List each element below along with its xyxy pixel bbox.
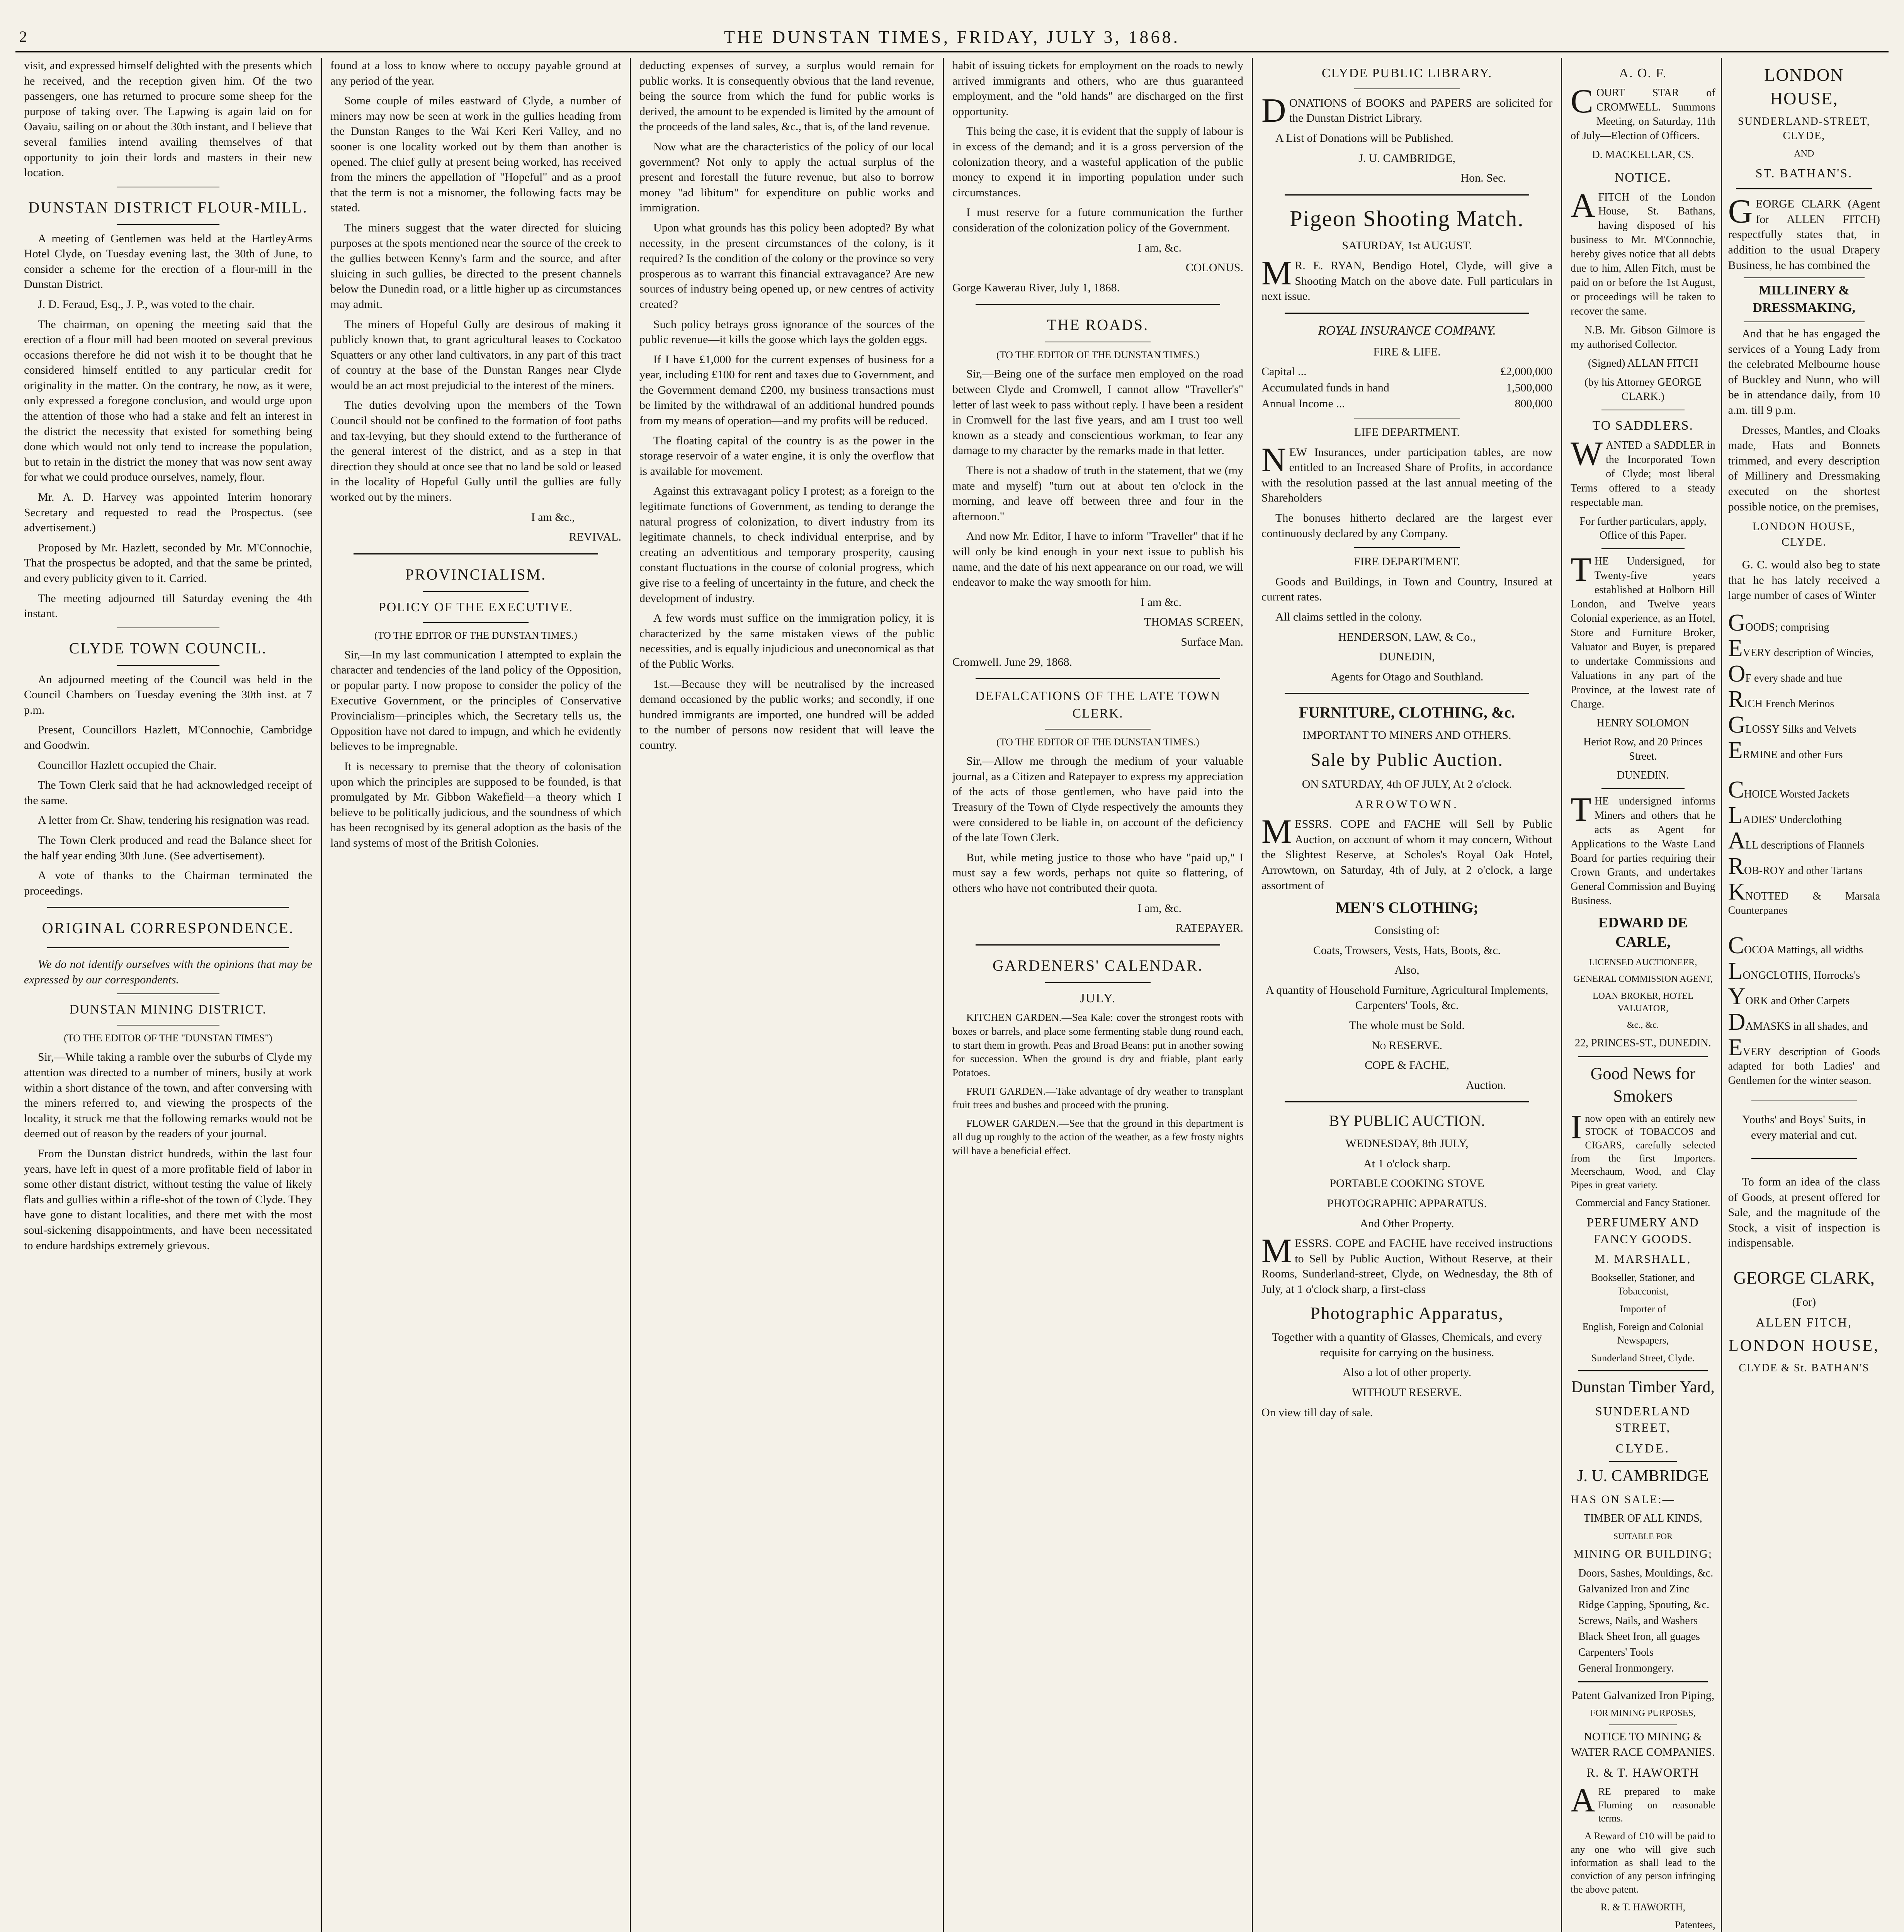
column-3 (630, 58, 943, 1932)
divider (1609, 1461, 1677, 1462)
ad-text: DONATIONS of BOOKS and PAPERS are solicited for the Dunstan District Library. (1261, 92, 1552, 129)
goods-text: OB-ROY and other Tartans (1744, 865, 1863, 877)
timber-item: Carpenters' Tools (1578, 1646, 1654, 1658)
ad-text: Inow open with an entirely new STOCK of TOBACCOS and CIGARS, carefully selected from the first Importers. Meerschaum, Wood, and Clay Pipes in great variety. (1571, 1109, 1715, 1190)
paragraph: Sir,—In my last communication I attempted to explain the character and tendencies of the land policy of the Opposition, or popular party. I now propose to consider the policy of the Executive Government, or the principles of Conservative Provincialism—principles which, the Secretary tells us, the Opposition have not dared to impugn, and which he evidently believes to be impregnable. (330, 648, 621, 753)
ad-insurance-title: ROYAL INSURANCE COMPANY. (1318, 323, 1496, 338)
divider (1578, 1056, 1708, 1057)
ad-text: &c., &c. (1627, 1020, 1659, 1031)
ad-text: WITHOUT RESERVE. (1352, 1386, 1462, 1399)
divider (117, 1025, 219, 1026)
column-5 (1252, 58, 1561, 1932)
divider (976, 944, 1220, 946)
goods-list (1728, 611, 1880, 762)
ad-text: MESSRS. COPE and FACHE have received instructions to Sell by Public Auction, Without Reserve, at their Rooms, Sunderland-street, Clyde, on Wednesday, the 8th of July, at 1 o'clock sharp, a first-class (1261, 1232, 1552, 1296)
divider (1744, 321, 1865, 322)
ad-text: ST. BATHAN'S. (1755, 166, 1853, 180)
divider (423, 622, 529, 623)
ad-mens-clothing: MEN'S CLOTHING; (1335, 899, 1479, 917)
timber-items-list (1571, 1566, 1715, 1676)
calendar-month: JULY. (1080, 991, 1116, 1005)
ad-text: And that he has engaged the services of a Young Lady from the celebrated Melbourne house of Buckley and Nunn, who will be in attendance daily, from 10 a.m. till 9 p.m. (1728, 327, 1880, 417)
ad-subtitle: IMPORTANT TO MINERS AND OTHERS. (1302, 729, 1511, 742)
ad-signature-role: Hon. Sec. (1460, 172, 1506, 185)
ad-text: SUITABLE FOR (1613, 1531, 1673, 1541)
ad-photo-title: Photographic Apparatus, (1310, 1303, 1504, 1323)
divider (1285, 693, 1529, 694)
ad-signature: J. U. CAMBRIDGE, (1358, 151, 1455, 165)
ad-text: For further particulars, apply, Office of this Paper. (1579, 515, 1707, 542)
paragraph: A letter from Cr. Shaw, tendering his resignation was read. (38, 814, 309, 827)
divider (1285, 313, 1529, 314)
ad-text: To form an idea of the class of Goods, at present offered for Sale, and the magnitude of the Stock, a visit of inspection is indispensable. (1728, 1175, 1880, 1250)
paragraph: Some couple of miles eastward of Clyde, a number of miners may now be seen at work in the gullies heading from the Dunstan Ranges to the Wai Keri Keri Valley, and no sooner is one locality worked out by them than another is opened. The chief gully at present being worked, has received from the miners the appellation of "Hopeful" and as a proof that the term is not a misnomer, the following facts may be stated. (330, 94, 621, 214)
ad-text: CLYDE. (1615, 1441, 1671, 1456)
insurance-label: Accumulated funds in hand (1261, 381, 1389, 394)
ad-date: SATURDAY, 1st AUGUST. (1342, 239, 1472, 252)
paragraph: 1st.—Because they will be neutralised by the increased demand occasioned by the public works; and secondly, if one hundred immigrants are imported, one hundred will be added to the number of persons now resident that will leave the country. (639, 677, 934, 752)
goods-item (1728, 778, 1880, 802)
letter-address: (TO THE EDITOR OF THE DUNSTAN TIMES.) (996, 736, 1199, 748)
ad-time: At 1 o'clock sharp. (1363, 1157, 1451, 1170)
ad-text: MESSRS. COPE and FACHE will Sell by Public Auction, on account of whom it may concern, Without the Slightest Reserve, at Scholes's Royal Oak Hotel, Arrowtown, on Saturday, 4th of July, at 2 o'clock, a large assortment of (1261, 813, 1552, 892)
paragraph: The chairman, on opening the meeting said that the erection of a flour mill had been mooted on several previous occasions therefore he did not wish it to be thought that he considered himself entitled to any particular credit for originality in the matter. On the contrary, he now, as it were, only expressed a foregone conclusion, and would urge upon the attention of those who had a stake and felt an interest in the district the necessity that existed for something being done which would not only tend to increase the population, but to retain in the district the money that was now sent away for what we could produce ourselves, namely, flour. (24, 318, 312, 484)
goods-text: AMASKS in all shades, and (1745, 1020, 1868, 1033)
paragraph: deducting expenses of survey, a surplus would remain for public works. It is consequently obvious that the land revenue, being the source from which the fund for public works is derived, the amount to be expended is limited by the amount of the proceeds of the land sales, &c., that is, of the land revenue. (639, 59, 934, 133)
timber-item: General Ironmongery. (1578, 1662, 1674, 1674)
ad-text: Also a lot of other property. (1343, 1366, 1471, 1379)
ad-signature: GEORGE CLARK, (1733, 1268, 1875, 1288)
ad-agent-city: DUNEDIN, (1379, 650, 1435, 663)
paragraph: A few words must suffice on the immigration policy, it is characterized by the same mistaken views of the public necessities, and is equally injudicious and uneconomical as that of the Public Works. (639, 612, 934, 670)
paragraph: It is necessary to premise that the theory of colonisation upon which the principles are supposed to be founded, is that promulgated by Mr. Gibbon Wakefield—a theory which I believe to be politically judicious, and the soundness of which has been recognised by its general adoption as the basis of the land systems of most of the British Colonies. (330, 760, 621, 849)
goods-item (1728, 934, 1880, 957)
divider (47, 907, 289, 908)
headline-original-correspondence: ORIGINAL CORRESPONDENCE. (42, 919, 294, 937)
paragraph: habit of issuing tickets for employment on the roads to newly arrived immigrants and others, who are thus guaranteed employment, and the "old hands" are discharged on the first opportunity. (952, 59, 1243, 118)
ad-text: Dresses, Mantles, and Cloaks made, Hats and Bonnets trimmed, and every description of Millinery and Dressmaking executed on the shortest possible notice, on the premises, (1728, 423, 1880, 513)
ad-carle-name: EDWARD DE CARLE, (1598, 915, 1688, 951)
ad-text: PERFUMERY AND FANCY GOODS. (1586, 1215, 1699, 1246)
paragraph: Against this extravagant policy I protest; as a foreign to the legitimate functions of Government, as tending to derange the natural progress of colonization, to divert industry from its legitimate channels, to check individual enterprise, and by creating an adventitious and temporary prosperity, causing constant fluctuations in the course of colonial progress, which give rise to a feeling of uncertainty in the future, and check the development of industry. (639, 485, 934, 605)
goods-text: ADIES' Underclothing (1742, 814, 1842, 826)
goods-initial: Y (1728, 983, 1746, 1010)
goods-initial: K (1728, 879, 1746, 905)
ad-text: A Reward of £10 will be paid to any one who will give such information as shall lead to the conviction of any person infringing the above patent. (1571, 1830, 1715, 1895)
insurance-row (1261, 396, 1552, 412)
ad-text: All claims settled in the colony. (1275, 610, 1422, 623)
ad-text: Auction. (1465, 1078, 1506, 1092)
ad-text: Youths' and Boys' Suits, in every material and cut. (1742, 1113, 1866, 1141)
goods-text: HOICE Worsted Jackets (1744, 788, 1850, 801)
ad-text: No RESERVE. (1372, 1039, 1442, 1052)
ad-text: Together with a quantity of Glasses, Chemicals, and every requisite for carrying on the business. (1272, 1331, 1542, 1359)
headline-roads: THE ROADS. (1047, 316, 1149, 334)
goods-initial: L (1728, 958, 1743, 985)
ad-date: ON SATURDAY, 4th OF JULY, At 2 o'clock. (1302, 778, 1512, 791)
ad-text: THE undersigned informs Miners and others that he acts as Agent for Applications to the Waste Land Board for parties requiring their Crown Grants, and undertakes General Commission and Buying Business. (1571, 791, 1715, 907)
ad-text: A List of Donations will be Published. (1275, 132, 1454, 145)
ad-text: COPE & FACHE, (1365, 1059, 1449, 1072)
goods-text: RMINE and other Furs (1742, 749, 1843, 761)
ad-text: GENERAL COMMISSION AGENT, (1573, 974, 1713, 985)
ad-text: PORTABLE COOKING STOVE (1329, 1177, 1484, 1190)
ad-text: SUNDERLAND STREET, (1595, 1404, 1691, 1434)
headline-gardeners-calendar: GARDENERS' CALENDAR. (993, 956, 1203, 974)
divider (1578, 1681, 1708, 1682)
headline-policy: POLICY OF THE EXECUTIVE. (378, 600, 573, 614)
insurance-label: Capital ... (1261, 365, 1307, 378)
article-continuation: visit, and expressed himself delighted with the presents which he received, and the reception given him. Of the two passengers, one has returned to procure some sheep for the purpose of taking over. The Lapwing is again laid on for Oavaiu, sailing on or about the 30th instant, and I believe that several families intend availing themselves of that opportunity to join their lords and masters in their new location. (24, 59, 312, 179)
ad-text: The bonuses hitherto declared are the largest ever continuously declared by any Company. (1261, 511, 1552, 540)
signature-role: Surface Man. (1181, 635, 1243, 648)
paragraph: A vote of thanks to the Chairman terminated the proceedings. (24, 869, 312, 897)
ad-text: HAS ON SALE:— (1571, 1493, 1675, 1506)
divider (1045, 982, 1151, 983)
goods-item (1728, 985, 1880, 1009)
ad-text: WANTED a SADDLER in the Incorporated Town of Clyde; most liberal Terms offered to a steady respectable man. (1571, 435, 1715, 509)
ad-address: 22, PRINCES-ST., DUNEDIN. (1575, 1037, 1711, 1049)
goods-text: LL descriptions of Flannels (1745, 839, 1865, 852)
goods-initial: E (1728, 737, 1743, 764)
ad-text: English, Foreign and Colonial Newspapers, (1582, 1321, 1704, 1346)
paragraph: Sir,—Allow me through the medium of your valuable journal, as a Citizen and Ratepayer to express my appreciation of the acts of those gentlemen, who have paid into the Treasury of the Town of Clyde respectively the amounts they were considered to be liable in, on account of the deficiency of the late Town Clerk. (952, 755, 1243, 844)
headline-flour-mill: DUNSTAN DISTRICT FLOUR-MILL. (28, 198, 308, 216)
paragraph: FRUIT GARDEN.—Take advantage of dry weather to transplant fruit trees and bushes and proceed with the pruning. (952, 1085, 1243, 1111)
newspaper-columns (15, 58, 1889, 1932)
goods-text: OODS; comprising (1745, 621, 1829, 634)
ad-smokers-title: Good News for Smokers (1590, 1064, 1695, 1106)
ad-text: The whole must be Sold. (1349, 1019, 1465, 1032)
paragraph: The miners of Hopeful Gully are desirous of making it publicly known that, to grant agricultural leases to Cockatoo Squatters or any other land cultivators, in any part of this tract of country at the base of the Dunstan Ranges near Clyde would be an act most prejudicial to the interest of the miners. (330, 318, 621, 392)
paragraph: The floating capital of the country is as the power in the storage reservoir of a water engine, it is only the overflow that is available for movement. (639, 434, 934, 478)
ad-text: And Other Property. (1360, 1217, 1454, 1230)
goods-item (1728, 854, 1880, 878)
divider (1285, 194, 1529, 196)
divider (976, 304, 1220, 305)
signature: RATEPAYER. (1175, 922, 1243, 935)
ad-saddlers-title: TO SADDLERS. (1592, 418, 1694, 433)
letter-place: Cromwell. June 29, 1868. (952, 655, 1072, 668)
insurance-value: 1,500,000 (1506, 381, 1552, 394)
divider (117, 224, 219, 225)
column-4 (943, 58, 1252, 1932)
ad-subtitle: LIFE DEPARTMENT. (1354, 426, 1460, 439)
divider (1601, 548, 1685, 549)
ad-address: Heriot Row, and 20 Princes Street. (1583, 736, 1703, 762)
ad-text: Sunderland Street, Clyde. (1591, 1352, 1695, 1364)
column-6b (1722, 58, 1880, 1932)
ad-aof-title: A. O. F. (1619, 66, 1667, 80)
ad-text: MINING OR BUILDING; (1573, 1548, 1713, 1561)
goods-list (1728, 778, 1880, 918)
ad-millinery-title: MILLINERY & DRESSMAKING, (1753, 283, 1856, 315)
ad-furniture-title: FURNITURE, CLOTHING, &c. (1299, 704, 1515, 721)
ad-text: LICENSED AUCTIONEER, (1589, 957, 1697, 968)
paragraph: Proposed by Mr. Hazlett, seconded by Mr. M'Connochie, That the prospectus be adopted, and that the same be printed, and every publicity given to it. Carried. (24, 541, 312, 585)
goods-initial: D (1728, 1009, 1746, 1036)
ad-library-title: CLYDE PUBLIC LIBRARY. (1321, 66, 1493, 80)
divider (1354, 88, 1460, 89)
goods-item (1728, 803, 1880, 827)
goods-item (1728, 611, 1880, 635)
ad-text: Bookseller, Stationer, and Tobacconist, (1591, 1272, 1695, 1297)
goods-text: ORK and Other Carpets (1745, 995, 1850, 1007)
insurance-value: £2,000,000 (1500, 365, 1552, 378)
paragraph: The Town Clerk said that he had acknowledged receipt of the same. (24, 779, 312, 807)
ad-text: On view till day of sale. (1261, 1406, 1373, 1419)
divider (1736, 188, 1872, 189)
paragraph: And now Mr. Editor, I have to inform "Traveller" that if he will only be kind enough in your next issue to publish his name, and the date of his next appearance on our road, we will endeavor to make the way smooth for him. (952, 530, 1243, 589)
paragraph: The meeting adjourned till Saturday evening the 4th instant. (24, 592, 312, 620)
ad-text: N.B. Mr. Gibson Gilmore is my authorised Collector. (1571, 324, 1715, 351)
signature: COLONUS. (1185, 261, 1243, 274)
ad-signature: R. & T. HAWORTH, (1600, 1901, 1685, 1913)
ad-signature: (by his Attorney GEORGE CLARK.) (1584, 376, 1702, 403)
paragraph: Sir,—Being one of the surface men employed on the road between Clyde and Cromwell, I cannot allow "Traveller's" letter of last week to pass without reply. I have been a resident in Cromwell for the last five years, and am I trust too well known as a steady and conscientious workman, to fear any damage to my character by the remarks made in that letter. (952, 367, 1243, 457)
ad-agent-role: Agents for Otago and Southland. (1330, 670, 1484, 683)
ad-text: LONDON HOUSE, (1729, 1337, 1880, 1355)
signoff: I am &c., (531, 510, 575, 524)
insurance-row (1261, 380, 1552, 396)
ad-london-house-title: LONDON HOUSE, (1764, 65, 1844, 108)
goods-item (1728, 959, 1880, 983)
goods-item (1728, 687, 1880, 711)
goods-initial: G (1728, 610, 1746, 636)
signoff: I am, &c. (1137, 901, 1182, 915)
divider (1285, 1101, 1529, 1102)
ad-by-public-auction: BY PUBLIC AUCTION. (1329, 1112, 1485, 1130)
timber-item: Doors, Sashes, Mouldings, &c. (1578, 1567, 1714, 1579)
ad-text: THE Undersigned, for Twenty-five years established at Holborn Hill London, and Twelve years Colonial experience, as an Hotel, Store and Furniture Broker, Valuator and Buyer, is prepared to undertake Commissions and Valuations in any part of the Province, at the lowest rate of Charge. (1571, 551, 1715, 710)
goods-initial: G (1728, 712, 1746, 738)
ad-haworth-title: R. & T. HAWORTH (1586, 1765, 1700, 1780)
insurance-value: 800,000 (1515, 397, 1552, 410)
timber-item: Screws, Nails, and Washers (1578, 1614, 1698, 1627)
goods-item (1728, 880, 1880, 918)
ad-text: ARE prepared to make Fluming on reasonable terms. (1571, 1782, 1715, 1824)
paragraph: Sir,—While taking a ramble over the suburbs of Clyde my attention was directed to a number of miners, busily at work within a short distance of the town, and after conversing with the miners referred to, and viewing the prospects of the locality, it struck me that the following remarks would not be deemed out of reason by the readers of your journal. (24, 1051, 312, 1140)
letter-address: (TO THE EDITOR OF THE "DUNSTAN TIMES") (64, 1032, 272, 1044)
page-number: 2 (19, 28, 27, 45)
ad-text: FOR MINING PURPOSES, (1590, 1708, 1696, 1719)
ad-text: Consisting of: (1374, 924, 1440, 937)
divider (1354, 547, 1460, 548)
ad-subtitle: FIRE DEPARTMENT. (1354, 555, 1460, 568)
ad-text: AFITCH of the London House, St. Bathans, having disposed of his business to Mr. M'Connochie, hereby gives notice that all debts due to him, Allen Fitch, must be paid on or before the 1st August, or proceedings will be taken to recover the same. (1571, 187, 1715, 318)
ad-text: AND (1794, 149, 1814, 159)
paragraph: The Town Clerk produced and read the Balance sheet for the half year ending 30th June. (See advertisement). (24, 833, 312, 862)
ad-text: SUNDERLAND-STREET, CLYDE, (1737, 116, 1870, 142)
paragraph: If I have £1,000 for the current expenses of business for a year, including £100 for rent and taxes due to Government, and the Government demand £200, my business transactions must be limited by the withdrawal of an additional hundred pounds from my means of operation—and my profits will be reduced. (639, 353, 934, 427)
goods-text: VERY description of Wincies, (1742, 647, 1874, 659)
timber-item: Ridge Capping, Spouting, &c. (1578, 1599, 1710, 1611)
ad-text: A quantity of Household Furniture, Agricultural Implements, Carpenters' Tools, &c. (1265, 983, 1549, 1012)
ad-text: PHOTOGRAPHIC APPARATUS. (1327, 1197, 1487, 1210)
paragraph: found at a loss to know where to occupy payable ground at any period of the year. (330, 59, 621, 87)
ad-signature: (Signed) ALLAN FITCH (1588, 357, 1698, 369)
goods-initial: R (1728, 853, 1744, 880)
ad-place: ARROWTOWN. (1355, 798, 1459, 811)
goods-text: LOSSY Silks and Velvets (1745, 723, 1856, 736)
ad-date: WEDNESDAY, 8th JULY, (1345, 1137, 1469, 1150)
goods-item (1728, 1010, 1880, 1034)
signature: REVIVAL. (569, 531, 621, 544)
goods-item (1728, 829, 1880, 853)
divider (1751, 1158, 1857, 1159)
column-6-wrapper (1561, 58, 1889, 1932)
goods-item (1728, 662, 1880, 686)
paragraph: KITCHEN GARDEN.—Sea Kale: cover the strongest roots with boxes or barrels, and place some fermenting stable dung round each, to start them in growth. Peas and Broad Beans: put in another sowing for succession. When the ground is dry and friable, plant early Potatoes. (952, 1012, 1243, 1078)
goods-initial: O (1728, 661, 1746, 687)
paragraph: FLOWER GARDEN.—See that the ground in this department is all dug up roughly to the action of the weather, as a few frosty nights will have a beneficial effect. (952, 1117, 1243, 1156)
column-1 (15, 58, 321, 1932)
goods-initial: R (1728, 686, 1744, 713)
paragraph: J. D. Feraud, Esq., J. P., was voted to the chair. (38, 298, 255, 311)
divider (1601, 788, 1685, 789)
paragraph: But, while meting justice to those who have "paid up," I must say a few words, perhaps not quite so flattering, of others who have not contributed their quota. (952, 851, 1243, 895)
paragraph: Upon what grounds has this policy been adopted? By what necessity, in the present circumstances of the colony, is it required? Is the condition of the colony or the province so very prosperous as to warrant this financial extravagance? Are new sources of industry being opened up, or new centres of activity created? (639, 221, 934, 311)
ad-text: LOAN BROKER, HOTEL VALUATOR, (1592, 991, 1693, 1014)
ad-pigeon-title: Pigeon Shooting Match. (1290, 206, 1524, 231)
insurance-row (1261, 364, 1552, 379)
goods-item (1728, 738, 1880, 762)
timber-item: Black Sheet Iron, all guages (1578, 1630, 1700, 1643)
paragraph: There is not a shadow of truth in the statement, that we (my mate and myself) "turn out at about ten o'clock in the morning, and leave off between three and four in the afternoon." (952, 464, 1243, 523)
goods-initial: L (1728, 802, 1743, 829)
divider (1578, 1370, 1708, 1371)
ad-text: COURT STAR of CROMWELL. Summons Meeting, on Saturday, 11th of July—Election of Officers. (1571, 82, 1715, 142)
insurance-label: Annual Income ... (1261, 397, 1345, 410)
insurance-figures (1261, 364, 1552, 412)
goods-item (1728, 636, 1880, 660)
headline-mining-district: DUNSTAN MINING DISTRICT. (69, 1002, 267, 1017)
ad-text: Also, (1394, 964, 1420, 977)
ad-auction-title: Sale by Public Auction. (1310, 749, 1504, 770)
ad-subtitle: FIRE & LIFE. (1373, 345, 1441, 358)
ad-text: Importer of (1620, 1303, 1666, 1315)
column-6a (1571, 58, 1722, 1932)
divider (1045, 729, 1151, 730)
headline-town-council: CLYDE TOWN COUNCIL. (69, 639, 267, 657)
paragraph: An adjourned meeting of the Council was held in the Council Chambers on Tuesday evening the 30th inst. at 7 p.m. (24, 673, 312, 716)
paragraph: Present, Councillors Hazlett, M'Connochie, Cambridge and Goodwin. (24, 723, 312, 752)
goods-initial: C (1728, 932, 1744, 959)
ad-race-title: NOTICE TO MINING & WATER RACE COMPANIES. (1571, 1730, 1715, 1759)
divider (47, 947, 289, 948)
ad-text: CLYDE & St. BATHAN'S (1739, 1362, 1870, 1374)
ad-text: (For) (1792, 1295, 1816, 1308)
divider (1744, 277, 1865, 278)
ad-text: ALLEN FITCH, (1756, 1315, 1852, 1330)
headline-defalcations: DEFALCATIONS OF THE LATE TOWN CLERK. (975, 689, 1221, 721)
goods-item (1728, 713, 1880, 737)
masthead-title: THE DUNSTAN TIMES, FRIDAY, JULY 3, 1868. (724, 27, 1180, 47)
paragraph: From the Dunstan district hundreds, within the last four years, have left in quest of a more profitable field of labor in some other distant district, without testing the value of likely flats and gullies within a rifle-shot of the town of Clyde. They have gone to distant localities, and there met with the most soul-sickening disappointments, and have been necessitated to endure hardships extremely grievous. (24, 1147, 312, 1252)
divider (354, 553, 598, 554)
ad-text: LONDON HOUSE, CLYDE. (1752, 520, 1856, 548)
ad-signature: HENRY SOLOMON (1596, 717, 1689, 729)
ad-timber-name: J. U. CAMBRIDGE (1577, 1467, 1709, 1485)
ad-text: Commercial and Fancy Stationer. (1576, 1197, 1710, 1208)
editor-note: We do not identify ourselves with the opinions that may be expressed by our correspondents. (24, 958, 312, 986)
signoff: I am, &c. (1137, 241, 1182, 254)
signature: THOMAS SCREEN, (1144, 616, 1243, 629)
divider (423, 591, 529, 592)
ad-notice-title: NOTICE. (1614, 170, 1671, 185)
ad-text: Coats, Trowsers, Vests, Hats, Boots, &c. (1313, 944, 1501, 957)
goods-item (1728, 1036, 1880, 1088)
goods-text: OCOA Mattings, all widths (1744, 944, 1863, 956)
ad-text: Goods and Buildings, in Town and Country, Insured at current rates. (1261, 575, 1552, 604)
divider (117, 665, 219, 666)
paragraph: Now what are the characteristics of the policy of our local government? Not only to apply the actual surplus of the present and forestall the future revenue, but also to borrow money "ad libitum" for expenditure on public works and immigration. (639, 140, 934, 214)
ad-timber-title: Dunstan Timber Yard, (1571, 1378, 1715, 1396)
goods-text: NOTTED & Marsala Counterpanes (1728, 890, 1880, 917)
paragraph: The duties devolving upon the members of the Town Council should not be confined to the formation of foot paths and tax-levying, but they should extend to the furtherance of the general interest of the district, and as a step in that direction they should at once see that no land be sold or leased in the locality of Hopeful Gully until the gullies are fully worked out by the miners. (330, 399, 621, 504)
headline-provincialism: PROVINCIALISM. (405, 565, 547, 583)
goods-initial: A (1728, 828, 1746, 854)
ad-text: TIMBER OF ALL KINDS, (1583, 1512, 1702, 1525)
letter-address: (TO THE EDITOR OF THE DUNSTAN TIMES.) (996, 349, 1199, 361)
ad-signature: M. MARSHALL, (1595, 1252, 1692, 1265)
paragraph: The miners suggest that the water directed for sluicing purposes at the spots mentioned near the source of the creek to the gullies between Kenny's farm and the source, and after sluicing in such gullies, be directed to the present channels below the Dunedin road, or a little higher up as circumstances may admit. (330, 221, 621, 311)
letter-address: (TO THE EDITOR OF THE DUNSTAN TIMES.) (374, 630, 577, 641)
goods-list (1728, 934, 1880, 1088)
ad-text: GEORGE CLARK (Agent for ALLEN FITCH) respectfully states that, in addition to the usual Drapery Business, he has combined the (1728, 193, 1880, 272)
masthead (15, 7, 1889, 53)
divider (976, 678, 1220, 679)
ad-piping-title: Patent Galvanized Iron Piping, (1571, 1689, 1715, 1702)
ad-city: DUNEDIN. (1617, 769, 1669, 781)
goods-text: F every shade and hue (1745, 672, 1842, 685)
timber-item: Galvanized Iron and Zinc (1578, 1583, 1689, 1595)
divider (117, 993, 219, 994)
letter-place: Gorge Kawerau River, July 1, 1868. (952, 281, 1120, 294)
goods-initial: E (1728, 635, 1743, 662)
ad-signature: D. MACKELLAR, CS. (1592, 148, 1694, 161)
ad-text: MR. E. RYAN, Bendigo Hotel, Clyde, will give a Shooting Match on the above date. Full particulars in next issue. (1261, 254, 1552, 303)
goods-text: VERY description of Goods adapted for both Ladies' and Gentlemen for the winter season. (1728, 1046, 1880, 1087)
goods-text: ONGCLOTHS, Horrocks's (1742, 969, 1860, 982)
paragraph: I must reserve for a future communication the further consideration of the colonization policy of the Government. (952, 206, 1243, 234)
paragraph: Such policy betrays gross ignorance of the sources of the public revenue—it kills the goose which lays the golden eggs. (639, 318, 934, 346)
paragraph: Mr. A. D. Harvey was appointed Interim honorary Secretary and requested to read the Prospectus. (see advertisement.) (24, 491, 312, 534)
ad-agent-name: HENDERSON, LAW, & Co., (1338, 630, 1476, 643)
paragraph: Councillor Hazlett occupied the Chair. (38, 759, 217, 772)
paragraph: This being the case, it is evident that the supply of labour is in excess of the demand; and it is a gross perversion of the colonization theory, and a wasteful application of the public money to expend it in importing population under such circumstances. (952, 125, 1243, 199)
ad-text: G. C. would also beg to state that he has lately received a large number of cases of Winter (1728, 558, 1880, 602)
column-2 (321, 58, 630, 1932)
ad-text: NEW Insurances, under participation tables, are now entitled to an Increased Share of Profits, in accordance with the resolution passed at the last annual meeting of the Shareholders (1261, 441, 1552, 505)
ad-signature-role: Patentees, (1674, 1919, 1715, 1931)
goods-initial: E (1728, 1034, 1743, 1061)
paragraph: A meeting of Gentlemen was held at the HartleyArms Hotel Clyde, on Tuesday evening last, the 30th of June, to consider a scheme for the erection of a flour-mill in the Dunstan District. (24, 232, 312, 291)
goods-text: ICH French Merinos (1744, 698, 1834, 710)
signoff: I am &c. (1141, 595, 1182, 609)
goods-initial: C (1728, 777, 1744, 803)
